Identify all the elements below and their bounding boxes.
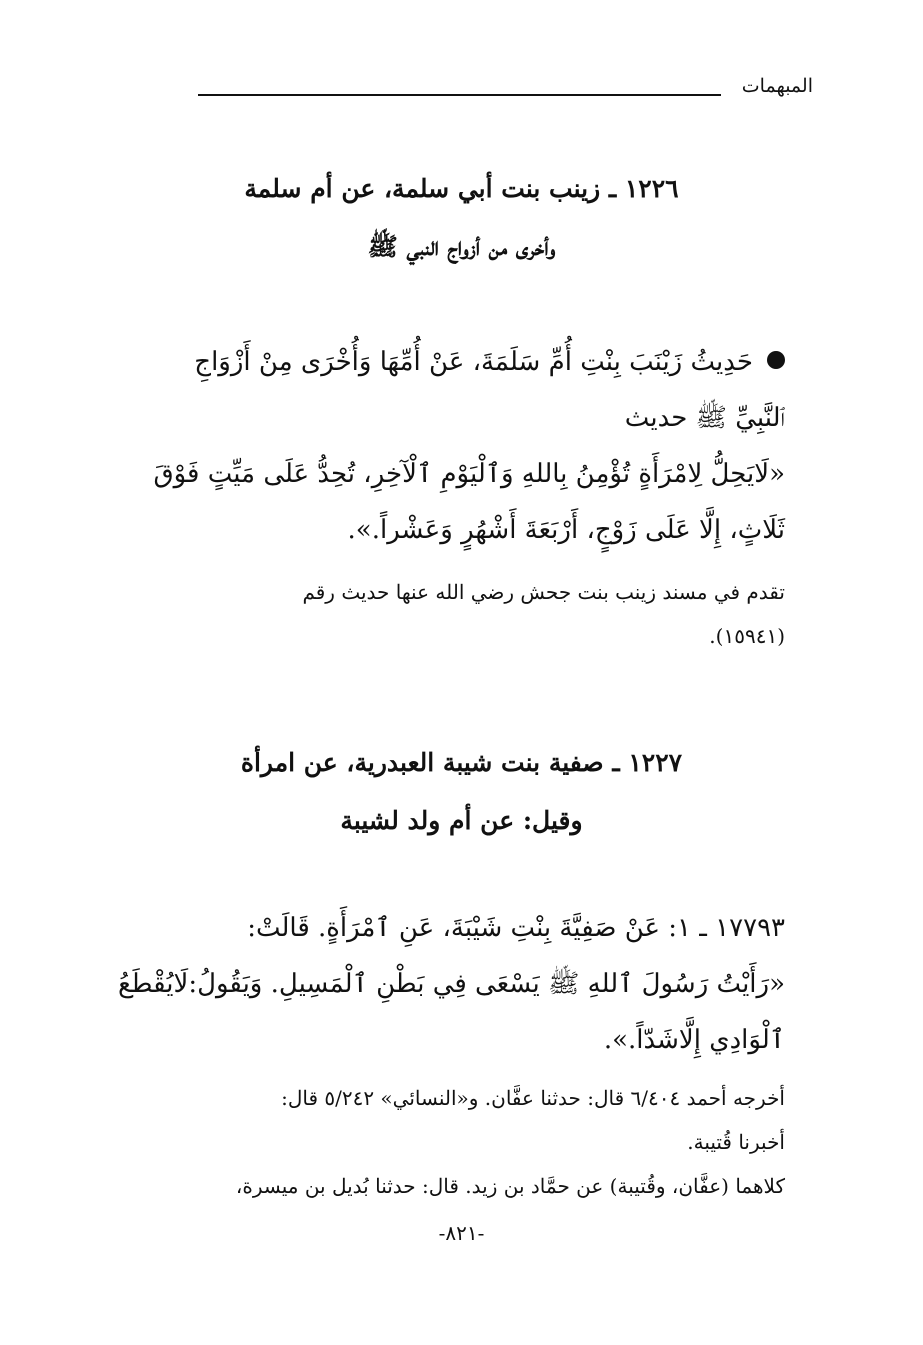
note-line: (١٥٩٤١). [709,624,785,648]
hadith-text: حَدِيثُ زَيْنَبَ بِنْتِ أُمِّ سَلَمَةَ، عَنْ أُمِّهَا وَأُخْرَى مِنْ أَزْوَاجِ [194,347,753,377]
section-1227-hadith [104,900,785,1068]
section-1227-heading-line-2: وقيل: عن أم ولد لشيبة [340,806,583,835]
hadith-line [104,334,785,390]
section-1227-heading-line-1: ١٢٢٧ ـ صفية بنت شيبة العبدرية، عن امرأة [240,748,683,777]
hadith-line: ١٧٧٩٣ ـ ١: عَنْ صَفِيَّةَ بِنْتِ شَيْبَةَ، عَنِ ٱمْرَأَةٍ. قَالَتْ: [247,913,785,943]
section-1227-heading [0,734,923,850]
section-1226-heading-line-2: وأخرى من أزواج النبي ﷺ [367,232,556,261]
header-rule [198,94,721,96]
bullet-icon [767,351,785,369]
note-line: كلاهما (عفَّان، وقُتيبة) عن حمَّاد بن زيد. قال: حدثنا بُديل بن ميسرة، [235,1174,785,1198]
hadith-line: ٱلنَّبِيِّ ﷺ حديث [624,403,785,433]
section-1226-heading-line-1: ١٢٢٦ ـ زينب بنت أبي سلمة، عن أم سلمة [244,174,679,203]
hadith-line: «رَأَيْتُ رَسُولَ ٱللهِ ﷺ يَسْعَى فِي بَطْنِ ٱلْمَسِيلِ. وَيَقُولُ:لَايُقْطَعُ [117,969,785,999]
header-title: المبهمات [732,74,813,98]
section-1226-note [104,570,785,658]
running-header [198,74,813,102]
note-line: أخرجه أحمد ٦/٤٠٤ قال: حدثنا عفَّان. و«النسائي» ٥/٢٤٢ قال: [281,1086,785,1110]
section-1226-heading [0,160,923,276]
hadith-line: ٱلْوَادِي إِلَّاشَدّاً.». [603,1025,785,1055]
page-number: -٨٢١- [438,1221,485,1245]
hadith-line: ثَلَاثٍ، إِلَّا عَلَى زَوْجٍ، أَرْبَعَةَ أَشْهُرٍ وَعَشْراً.». [347,515,785,545]
section-1226-hadith [104,334,785,558]
note-line: تقدم في مسند زينب بنت جحش رضي الله عنها حديث رقم [302,580,785,604]
section-1227-note [104,1076,785,1208]
note-line: أخبرنا قُتيبة. [687,1130,785,1154]
hadith-line: «لَايَحِلُّ لِامْرَأَةٍ تُؤْمِنُ بِاللهِ وَٱلْيَوْمِ ٱلْآخِرِ، تُحِدُّ عَلَى مَيِّتٍ فَوْقَ [153,459,785,489]
